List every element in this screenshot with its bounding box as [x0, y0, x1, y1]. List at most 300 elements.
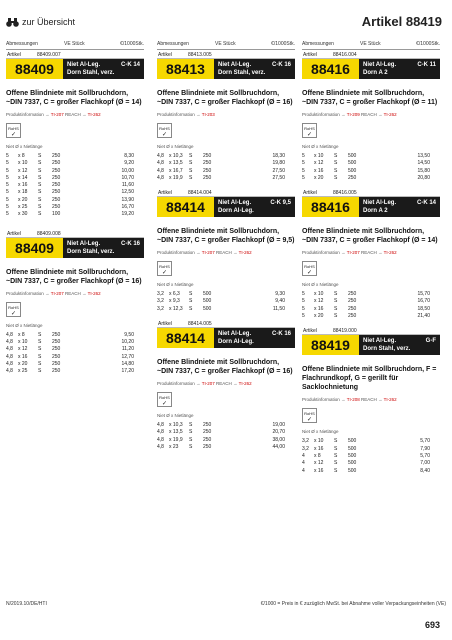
article-id: 88416.005: [333, 190, 357, 197]
article-number: 88416: [302, 197, 359, 217]
table-cell: 4,8: [157, 167, 164, 174]
table-cell: 11,50: [272, 305, 285, 312]
table-cell: 500: [203, 305, 212, 312]
table-cell: S: [189, 305, 193, 312]
table-cell: 12,50: [121, 189, 134, 196]
table-cell: 18,30: [272, 153, 285, 159]
reach-link[interactable]: TI-262: [87, 112, 101, 117]
product-info-label: Produktinformation: [6, 112, 44, 117]
check-icon: ✓: [161, 401, 168, 408]
table-cell: 9,40: [275, 298, 285, 305]
article-number: 88413: [157, 59, 214, 79]
table-header: Niet Ø x Nietlänge: [6, 144, 43, 149]
table-row: [302, 468, 440, 475]
table-cell: 16,70: [417, 298, 430, 305]
check-icon: ✓: [10, 132, 17, 138]
table-row: [157, 175, 295, 182]
table-cell: 250: [52, 360, 61, 367]
size-table: [6, 153, 144, 219]
table-cell: 250: [348, 174, 357, 181]
article-head-code: G-F: [425, 338, 436, 345]
product-info-link[interactable]: TI-207: [50, 290, 64, 296]
table-cell: S: [189, 160, 193, 167]
rohs-badge: [157, 392, 172, 407]
table-cell: 14,80: [121, 360, 134, 367]
table-cell: 250: [203, 422, 212, 429]
article-block: [157, 321, 295, 451]
table-cell: 13,50: [417, 153, 430, 159]
check-icon: ✓: [161, 132, 168, 138]
table-cell: 38,00: [272, 436, 285, 443]
article-description: [214, 59, 295, 79]
table-cell: 10,20: [121, 338, 134, 345]
article-mandrel: Dorn Al-Leg.: [218, 208, 254, 215]
product-info-label: Produktinformation: [157, 112, 195, 117]
table-cell: x 12,3: [169, 305, 183, 312]
table-cell: 5: [302, 153, 305, 159]
table-header: Niet Ø x Nietlänge: [157, 144, 194, 149]
rohs-label: RoHS: [8, 304, 19, 310]
article-description: [359, 59, 440, 79]
table-cell: 500: [348, 160, 357, 167]
table-cell: S: [38, 167, 42, 174]
size-table: [157, 291, 295, 313]
table-cell: 8,40: [420, 467, 430, 474]
table-cell: 27,50: [272, 174, 285, 181]
article-number: 88419: [302, 335, 359, 355]
reach-link[interactable]: TI-262: [383, 250, 397, 256]
check-icon: ✓: [161, 270, 168, 277]
table-cell: 5: [6, 182, 9, 189]
page-number: 693: [424, 620, 440, 630]
reach-link[interactable]: TI-262: [238, 250, 252, 256]
article-label: Artikel: [303, 328, 317, 335]
table-cell: x 12: [314, 160, 324, 167]
column-header: [6, 38, 144, 50]
table-cell: 18,50: [417, 305, 430, 312]
column-middle: [157, 38, 295, 451]
table-cell: x 10: [18, 338, 28, 345]
product-title: Offene Blindniete mit Sollbruchdorn, ~DIN 7337, C = großer Flachkopf (Ø = 16): [6, 268, 142, 285]
table-cell: 250: [203, 443, 212, 450]
article-id-row: [6, 231, 144, 238]
table-cell: 3,2: [302, 445, 309, 452]
table-cell: S: [334, 298, 338, 305]
check-icon: ✓: [10, 310, 17, 317]
table-row: [157, 444, 295, 451]
article-body: [157, 197, 295, 217]
table-row: [6, 197, 144, 204]
table-cell: 44,00: [272, 443, 285, 450]
table-cell: 500: [348, 452, 357, 459]
table-cell: 4,8: [6, 353, 13, 360]
reach-link[interactable]: TI-262: [87, 290, 101, 296]
article-number: 88409: [6, 59, 63, 79]
article-head-code: C-K 11: [417, 62, 436, 68]
table-cell: x 10: [314, 153, 324, 159]
table-cell: 10,00: [121, 167, 134, 174]
table-cell: 4,8: [157, 443, 164, 450]
article-label: Artikel: [158, 52, 172, 58]
table-cell: 5: [302, 291, 305, 298]
table-row: [157, 429, 295, 436]
article-id-row: [157, 321, 295, 328]
reach-link[interactable]: TI-262: [383, 397, 397, 403]
article-id: 88414.004: [188, 190, 212, 197]
table-row: [302, 306, 440, 313]
table-cell: S: [334, 174, 338, 181]
table-cell: S: [38, 153, 42, 159]
table-row: [302, 291, 440, 298]
table-cell: 500: [348, 467, 357, 474]
table-cell: 13,90: [121, 196, 134, 203]
article-block: [157, 190, 295, 313]
table-cell: 250: [348, 291, 357, 298]
table-cell: 5: [302, 167, 305, 174]
table-cell: 4,8: [157, 174, 164, 181]
table-cell: S: [189, 436, 193, 443]
table-cell: 250: [203, 429, 212, 436]
header-packing-unit: VE Stück: [64, 41, 85, 47]
article-description: [359, 335, 440, 355]
table-cell: x 20: [314, 313, 324, 320]
table-cell: S: [334, 167, 338, 174]
article-id-row: [302, 52, 440, 59]
table-cell: 250: [52, 353, 61, 360]
table-cell: 250: [52, 196, 61, 203]
product-info-label: Produktinformation: [6, 290, 44, 296]
table-cell: 7,90: [420, 445, 430, 452]
table-row: [302, 160, 440, 167]
reach-label: REACH: [215, 250, 232, 256]
product-info-link[interactable]: TI-209: [346, 112, 360, 117]
table-cell: 250: [203, 160, 212, 167]
size-table: [302, 153, 440, 182]
table-row: [302, 298, 440, 305]
rohs-badge: [6, 302, 21, 317]
table-cell: 250: [52, 182, 61, 189]
table-row: [302, 446, 440, 453]
product-info-label: Produktinformation: [157, 250, 195, 256]
column-header: [302, 38, 440, 50]
check-icon: ✓: [306, 270, 313, 277]
table-row: [302, 175, 440, 182]
table-cell: S: [38, 189, 42, 196]
table-cell: x 19,9: [169, 174, 183, 181]
table-row: [6, 175, 144, 182]
article-number: 88414: [157, 197, 214, 217]
article-banner: [157, 190, 295, 217]
size-table: [157, 153, 295, 182]
article-id-row: [302, 190, 440, 197]
table-cell: S: [334, 291, 338, 298]
table-cell: S: [38, 360, 42, 367]
reach-link[interactable]: TI-262: [383, 112, 397, 117]
table-cell: 9,50: [124, 331, 134, 338]
table-row: [157, 160, 295, 167]
table-cell: x 16: [18, 353, 28, 360]
table-cell: 4,8: [157, 429, 164, 436]
check-icon: ✓: [306, 132, 313, 138]
binoculars-icon: [6, 18, 19, 27]
size-table: [302, 291, 440, 320]
article-material: Niet Al-Leg.: [363, 62, 397, 68]
table-cell: S: [189, 167, 193, 174]
article-description: [359, 197, 440, 217]
table-cell: 4,8: [6, 346, 13, 353]
table-cell: 250: [52, 331, 61, 338]
table-row: [6, 211, 144, 218]
article-mandrel: Dorn Stahl, verz.: [363, 346, 411, 353]
article-block: [6, 52, 144, 219]
rohs-badge: [302, 408, 317, 423]
table-cell: 19,00: [272, 422, 285, 429]
article-mandrel: Dorn Stahl, verz.: [67, 248, 115, 255]
article-body: [6, 59, 144, 79]
article-head-code: C-K 16: [271, 331, 291, 338]
product-info-links: Produktinformation → TI-209 REACH → TI-262: [302, 112, 397, 117]
rohs-badge: [157, 261, 172, 276]
table-cell: S: [334, 460, 338, 467]
article-body: [302, 197, 440, 217]
article-number: 88409: [6, 238, 63, 258]
header-packing-unit: VE Stück: [215, 41, 236, 47]
table-cell: 4,8: [6, 331, 13, 338]
product-info-links: Produktinformation → TI-207 REACH → TI-262: [6, 290, 101, 296]
table-cell: x 19,9: [169, 436, 183, 443]
table-cell: S: [334, 438, 338, 445]
rohs-label: RoHS: [8, 126, 19, 131]
table-cell: 5: [6, 174, 9, 181]
rohs-badge: [6, 123, 21, 138]
table-cell: 250: [348, 305, 357, 312]
table-cell: 16,70: [121, 204, 134, 211]
column-header: [157, 38, 295, 50]
page-header: [6, 14, 446, 34]
article-description: [63, 238, 144, 258]
table-row: [6, 160, 144, 167]
table-cell: x 12: [314, 298, 324, 305]
table-cell: x 10,3: [169, 422, 183, 429]
table-cell: S: [334, 153, 338, 159]
table-cell: 27,50: [272, 167, 285, 174]
table-cell: 3,2: [157, 291, 164, 298]
table-cell: S: [38, 196, 42, 203]
product-info-label: Produktinformation: [302, 250, 340, 256]
article-id-row: [157, 52, 295, 59]
reach-label: REACH: [360, 112, 377, 117]
table-cell: 17,20: [121, 368, 134, 375]
table-cell: S: [38, 346, 42, 353]
table-cell: x 18: [18, 189, 28, 196]
article-block: [157, 52, 295, 182]
back-link-label[interactable]: zur Übersicht: [22, 17, 76, 27]
table-cell: x 8: [18, 331, 25, 338]
rohs-label: RoHS: [304, 126, 315, 131]
product-info-links: Produktinformation → TI-207 REACH → TI-262: [6, 112, 101, 117]
product-info-links: Produktinformation → TI-207 REACH → TI-262: [157, 381, 252, 387]
table-cell: 5: [6, 167, 9, 174]
table-cell: S: [38, 204, 42, 211]
article-head-code: C-K 16: [120, 240, 140, 247]
article-description: [214, 197, 295, 217]
table-cell: 250: [52, 346, 61, 353]
article-label: Artikel: [303, 190, 317, 197]
table-header: Niet Ø x Nietlänge: [302, 144, 339, 149]
table-cell: 12,70: [121, 353, 134, 360]
table-header: Niet Ø x Nietlänge: [302, 282, 339, 288]
header-dimensions: Abmessungen: [157, 41, 189, 47]
table-cell: 5: [302, 160, 305, 167]
table-cell: 500: [203, 298, 212, 305]
table-cell: x 10: [314, 291, 324, 298]
table-row: [6, 339, 144, 346]
table-header: Niet Ø x Nietlänge: [157, 282, 194, 288]
product-info-link[interactable]: TI-208: [346, 397, 360, 403]
table-cell: 250: [203, 436, 212, 443]
table-cell: 5: [6, 196, 9, 203]
article-id: 88416.004: [333, 52, 357, 58]
table-row: [302, 168, 440, 175]
table-cell: 4,8: [157, 153, 164, 159]
product-title: Offene Blindniete mit Sollbruchdorn, ~DIN 7337, C = großer Flachkopf (Ø = 16): [157, 359, 293, 376]
table-cell: S: [334, 305, 338, 312]
product-info-link[interactable]: TI-207: [50, 112, 64, 117]
table-row: [6, 332, 144, 339]
table-cell: S: [189, 422, 193, 429]
article-material: Niet Al-Leg.: [218, 200, 252, 207]
product-title: Offene Blindniete mit Sollbruchdorn, ~DIN 7337, C = großer Flachkopf (Ø = 11): [302, 90, 438, 106]
reach-label: REACH: [215, 381, 232, 387]
table-cell: x 10,3: [169, 153, 183, 159]
table-cell: S: [38, 353, 42, 360]
article-banner: [302, 52, 440, 79]
table-cell: 5: [6, 160, 9, 167]
table-cell: 500: [203, 291, 212, 298]
product-info-label: Produktinformation: [157, 381, 195, 387]
table-cell: 3,2: [302, 438, 309, 445]
table-cell: 5: [302, 313, 305, 320]
table-cell: S: [38, 182, 42, 189]
table-row: [6, 168, 144, 175]
table-cell: x 16: [314, 445, 324, 452]
header-dimensions: Abmessungen: [302, 41, 334, 47]
product-title: Offene Blindniete mit Sollbruchdorn, ~DIN 7337, C = großer Flachkopf (Ø = 16): [157, 90, 293, 106]
table-cell: 4: [302, 452, 305, 459]
table-cell: x 8: [314, 452, 321, 459]
table-cell: 250: [52, 160, 61, 167]
article-mandrel: Dorn A 2: [363, 70, 388, 76]
table-cell: S: [334, 160, 338, 167]
table-cell: S: [189, 291, 193, 298]
table-cell: 500: [348, 153, 357, 159]
table-cell: 250: [203, 174, 212, 181]
article-mandrel: Dorn A 2: [363, 208, 388, 215]
table-cell: 19,20: [121, 211, 134, 218]
article-material: Niet Al-Leg.: [67, 62, 101, 68]
table-cell: 3,2: [157, 305, 164, 312]
product-info-link[interactable]: TI-203: [201, 112, 215, 117]
table-cell: 4,8: [157, 160, 164, 167]
table-cell: S: [38, 174, 42, 181]
back-to-overview-link[interactable]: [6, 17, 75, 27]
column-left: [6, 38, 144, 375]
table-row: [157, 168, 295, 175]
article-id: 88414.005: [188, 321, 212, 328]
table-row: [157, 306, 295, 313]
page-title: Artikel 88419: [361, 14, 442, 29]
table-cell: S: [38, 338, 42, 345]
table-cell: x 16: [314, 167, 324, 174]
table-cell: 9,20: [124, 160, 134, 167]
article-number: 88416: [302, 59, 359, 79]
table-cell: 5,70: [420, 452, 430, 459]
article-block: [302, 328, 440, 474]
table-cell: 19,80: [272, 160, 285, 167]
product-info-link[interactable]: TI-207: [346, 250, 360, 256]
table-cell: 11,20: [121, 346, 134, 353]
product-info-links: Produktinformation → TI-208 REACH → TI-262: [302, 397, 397, 403]
table-cell: 8,30: [124, 153, 134, 159]
table-cell: 5: [302, 298, 305, 305]
table-cell: 4,8: [6, 360, 13, 367]
table-cell: x 6,3: [169, 291, 180, 298]
rohs-label: RoHS: [304, 264, 315, 270]
article-block: [302, 190, 440, 320]
reach-link[interactable]: TI-262: [238, 381, 252, 387]
article-number: 88414: [157, 328, 214, 348]
product-info-link[interactable]: TI-207: [201, 381, 215, 387]
size-table: [302, 438, 440, 474]
article-id: 88413.005: [188, 52, 212, 58]
table-cell: x 23: [169, 443, 179, 450]
article-material: Niet Al-Leg.: [363, 338, 397, 345]
table-header: Niet Ø x Nietlänge: [157, 413, 194, 419]
table-row: [157, 298, 295, 305]
reach-label: REACH: [64, 112, 81, 117]
table-cell: x 12: [314, 460, 324, 467]
header-price: €/1000Stk.: [271, 41, 295, 47]
article-banner: [302, 328, 440, 355]
article-body: [302, 59, 440, 79]
size-table: [157, 422, 295, 451]
rohs-label: RoHS: [304, 411, 315, 417]
table-cell: x 16: [314, 305, 324, 312]
article-label: Artikel: [7, 230, 21, 237]
product-info-link[interactable]: TI-207: [201, 250, 215, 256]
product-title: Offene Blindniete mit Sollbruchdorn, ~DIN 7337, C = großer Flachkopf (Ø = 14): [302, 228, 438, 245]
table-cell: S: [334, 467, 338, 474]
article-body: [157, 59, 295, 79]
table-cell: 4,8: [157, 422, 164, 429]
table-cell: S: [189, 298, 193, 305]
article-body: [302, 335, 440, 355]
table-header: Niet Ø x Nietlänge: [302, 429, 339, 435]
rohs-badge: [302, 123, 317, 138]
table-cell: S: [189, 174, 193, 181]
table-cell: 250: [52, 338, 61, 345]
rohs-label: RoHS: [159, 264, 170, 270]
article-label: Artikel: [7, 52, 21, 58]
table-cell: x 10: [18, 160, 28, 167]
table-row: [6, 189, 144, 196]
product-title: Offene Blindniete mit Sollbruchdorn, F = Flachrundkopf, G = gerillt für Sacklochnietung: [302, 366, 437, 392]
table-row: [302, 313, 440, 320]
table-cell: x 16,7: [169, 167, 183, 174]
product-title: Offene Blindniete mit Sollbruchdorn, ~DIN 7337, C = großer Flachkopf (Ø = 9,5): [157, 228, 295, 245]
header-price: €/1000Stk.: [120, 41, 144, 47]
table-cell: 500: [348, 460, 357, 467]
